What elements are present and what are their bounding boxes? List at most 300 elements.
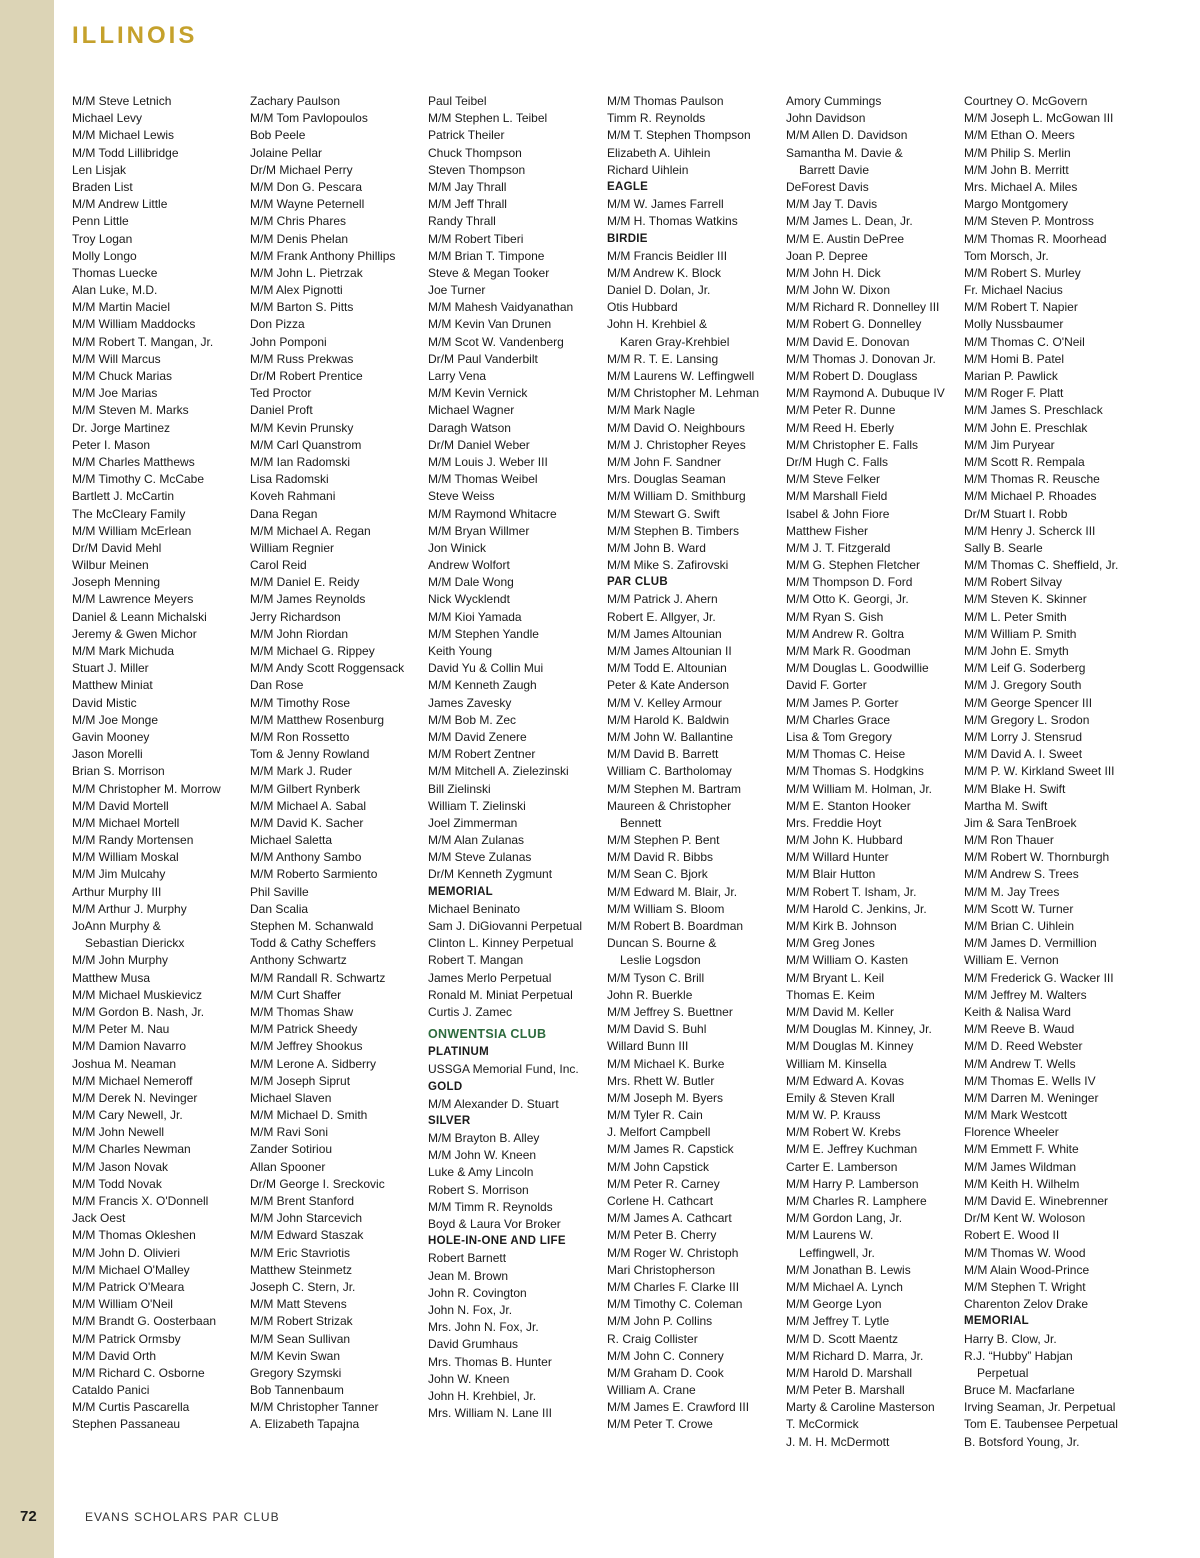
- donor-entry: M/M Andrew Little: [72, 197, 168, 212]
- donor-entry: M/M Bryant L. Keil: [786, 970, 885, 985]
- donor-entry: Duncan S. Bourne &: [607, 936, 717, 951]
- donor-entry: M/M Blair Hutton: [786, 867, 876, 882]
- donor-list: [72, 93, 1192, 1493]
- donor-entry: Bartlett J. McCartin: [72, 489, 175, 504]
- donor-entry: M/M Harold C. Jenkins, Jr.: [786, 901, 927, 916]
- donor-entry: M/M Andrew T. Wells: [964, 1056, 1076, 1071]
- donor-entry: M/M Peter T. Crowe: [607, 1417, 713, 1432]
- donor-entry: M/M Robert B. Boardman: [607, 919, 744, 933]
- donor-entry: Peter I. Mason: [72, 437, 151, 452]
- donor-entry: Braden List: [72, 179, 133, 194]
- donor-entry: Steve Weiss: [428, 489, 495, 504]
- donor-entry: M/M Michael K. Burke: [607, 1056, 725, 1071]
- donor-entry: John N. Fox, Jr.: [428, 1302, 513, 1317]
- donor-entry: M/M Tyler R. Cain: [607, 1108, 703, 1123]
- donor-entry: Michael Wagner: [428, 403, 515, 418]
- donor-entry: M/M Brian T. Timpone: [428, 248, 545, 263]
- donor-entry: M/M Louis J. Weber III: [428, 454, 548, 469]
- donor-entry: M/M Bryan Willmer: [428, 523, 530, 538]
- donor-entry: M/M Timothy C. Coleman: [607, 1297, 743, 1312]
- donor-entry: M/M Graham D. Cook: [607, 1365, 724, 1380]
- donor-entry: M/M Robert G. Donnelley: [786, 317, 922, 332]
- donor-entry: USSGA Memorial Fund, Inc.: [428, 1062, 579, 1077]
- donor-entry: M/M Daniel E. Reidy: [250, 575, 360, 590]
- donor-entry: M/M David A. I. Sweet: [964, 747, 1083, 762]
- donor-entry: M/M John W. Kneen: [428, 1148, 537, 1163]
- donor-entry: Dr/M Kent W. Woloson: [964, 1211, 1086, 1226]
- donor-entry: M/M Thompson D. Ford: [786, 575, 913, 590]
- donor-entry: Matthew Steinmetz: [250, 1262, 353, 1277]
- donor-entry: Lisa & Tom Gregory: [786, 729, 892, 744]
- donor-entry: M/M James P. Gorter: [786, 695, 899, 710]
- donor-entry: Dana Regan: [250, 506, 318, 521]
- donor-entry: M/M John W. Dixon: [786, 283, 891, 298]
- donor-entry: M/M Marshall Field: [786, 489, 888, 504]
- donor-entry: Carter E. Lamberson: [786, 1159, 898, 1174]
- donor-entry: Bill Zielinski: [428, 781, 491, 796]
- donor-entry: M/M Brayton B. Alley: [428, 1131, 540, 1146]
- donor-entry: Molly Nussbaumer: [964, 317, 1064, 332]
- donor-entry: M/M Charles R. Lamphere: [786, 1194, 927, 1208]
- donor-entry: William C. Bartholomay: [607, 764, 732, 779]
- donor-entry: Jean M. Brown: [428, 1268, 509, 1283]
- donor-entry: M/M Jeffrey T. Lytle: [786, 1314, 890, 1329]
- column-4: [607, 93, 785, 1434]
- donor-entry: M/M Thomas Paulson: [607, 94, 724, 108]
- donor-entry: M/M Jay Thrall: [428, 179, 507, 194]
- donor-entry: Alan Luke, M.D.: [72, 283, 158, 298]
- donor-entry: M/M James E. Crawford III: [607, 1400, 750, 1415]
- donor-entry: James Zavesky: [428, 695, 512, 710]
- donor-entry: M/M James Altounian: [607, 626, 722, 641]
- donor-entry: Courtney O. McGovern: [964, 94, 1088, 108]
- donor-entry: Jerry Richardson: [250, 609, 341, 624]
- donor-entry: M/M Matt Stevens: [250, 1297, 347, 1312]
- column-1: [72, 93, 250, 1434]
- donor-entry: M/M Sean Sullivan: [250, 1331, 351, 1346]
- donor-entry: John R. Buerkle: [607, 987, 693, 1002]
- donor-entry: Matthew Fisher: [786, 523, 869, 538]
- donor-entry: M/M Blake H. Swift: [964, 781, 1066, 796]
- donor-entry: John Pomponi: [250, 334, 327, 349]
- donor-entry: M/M Emmett F. White: [964, 1142, 1079, 1157]
- donor-entry: William E. Vernon: [964, 953, 1059, 968]
- page-title: ILLINOIS: [72, 22, 198, 49]
- donor-entry: M/M David E. Winebrenner: [964, 1194, 1109, 1208]
- donor-entry: M/M Sean C. Bjork: [607, 867, 708, 882]
- donor-entry: M/M Douglas M. Kinney, Jr.: [786, 1022, 932, 1037]
- donor-entry: M/M William Moskal: [72, 850, 179, 865]
- donor-entry: M/M Robert Silvay: [964, 575, 1063, 590]
- section-heading: GOLD: [428, 1080, 463, 1093]
- donor-entry: Margo Montgomery: [964, 197, 1069, 212]
- donor-entry: John H. Krehbiel, Jr.: [428, 1388, 537, 1403]
- donor-entry: Penn Little: [72, 214, 129, 229]
- donor-entry: M/M Jeffrey S. Buettner: [607, 1004, 733, 1019]
- section-heading: BIRDIE: [607, 232, 648, 245]
- donor-entry: John W. Kneen: [428, 1371, 510, 1386]
- donor-entry: A. Elizabeth Tapajna: [250, 1417, 360, 1432]
- donor-entry: M/M Gordon Lang, Jr.: [786, 1211, 903, 1226]
- donor-entry: John Davidson: [786, 111, 866, 126]
- donor-entry: Jon Winick: [428, 540, 487, 555]
- donor-entry: Jeremy & Gwen Michor: [72, 626, 197, 641]
- donor-entry: Dr/M Daniel Weber: [428, 437, 530, 452]
- donor-entry: M/M John D. Olivieri: [72, 1245, 181, 1260]
- donor-entry: Marian P. Pawlick: [964, 369, 1058, 383]
- donor-entry: M/M Alexander D. Stuart: [428, 1096, 559, 1111]
- donor-entry: M/M Mitchell A. Zielezinski: [428, 764, 569, 779]
- donor-entry: M/M John F. Sandner: [607, 454, 722, 469]
- donor-entry: M/M James D. Vermillion: [964, 936, 1097, 951]
- donor-entry: Dr/M Hugh C. Falls: [786, 454, 889, 469]
- donor-entry: Keith Young: [428, 644, 493, 658]
- donor-entry: Robert E. Wood II: [964, 1228, 1060, 1243]
- donor-entry: M/M Derek N. Nevinger: [72, 1090, 198, 1105]
- donor-entry: M/M John B. Merritt: [964, 162, 1069, 177]
- donor-entry: M/M Mark Michuda: [72, 644, 175, 658]
- donor-entry: M/M Otto K. Georgi, Jr.: [786, 592, 909, 607]
- donor-entry: M/M Michael Mortell: [72, 815, 180, 830]
- donor-entry: M/M Thomas R. Reusche: [964, 472, 1100, 487]
- donor-entry: M/M Christopher E. Falls: [786, 437, 919, 452]
- donor-entry: Jolaine Pellar: [250, 145, 323, 160]
- donor-entry: M/M Joe Marias: [72, 386, 158, 401]
- column-5: [786, 93, 964, 1451]
- donor-entry: Joshua M. Neaman: [72, 1056, 177, 1071]
- donor-entry: M/M Henry J. Scherck III: [964, 523, 1096, 538]
- donor-entry: James Merlo Perpetual: [428, 970, 552, 985]
- donor-entry: M/M Lorry J. Stensrud: [964, 729, 1083, 744]
- donor-entry: M/M William M. Holman, Jr.: [786, 781, 933, 796]
- donor-entry: Nick Wycklendt: [428, 592, 510, 607]
- donor-entry: M/M Lawrence Meyers: [72, 592, 194, 607]
- donor-entry: M/M E. Stanton Hooker: [786, 798, 911, 813]
- donor-entry: M/M Kenneth Zaugh: [428, 678, 537, 693]
- donor-entry: David Grumhaus: [428, 1337, 519, 1352]
- donor-entry: M/M Thomas W. Wood: [964, 1245, 1086, 1260]
- donor-entry: M/M James A. Cathcart: [607, 1211, 732, 1226]
- donor-entry: M/M Stephen L. Teibel: [428, 111, 548, 126]
- donor-entry: M/M Jim Puryear: [964, 437, 1055, 452]
- donor-entry: M/M Cary Newell, Jr.: [72, 1108, 183, 1123]
- donor-entry: M/M Andrew R. Goltra: [786, 626, 905, 641]
- donor-entry: Amory Cummings: [786, 94, 882, 108]
- donor-entry-continued: Barrett Davie: [799, 162, 870, 177]
- donor-entry: Mrs. Thomas B. Hunter: [428, 1354, 552, 1369]
- donor-entry: M/M Randy Mortensen: [72, 833, 194, 848]
- donor-entry: M/M P. W. Kirkland Sweet III: [964, 764, 1115, 779]
- donor-entry: M/M Brian C. Uihlein: [964, 919, 1075, 933]
- donor-entry: M/M Mark Westcott: [964, 1108, 1068, 1123]
- donor-entry: William M. Kinsella: [786, 1056, 887, 1071]
- donor-entry: M/M Christopher Tanner: [250, 1400, 379, 1415]
- donor-entry: Dr. Jorge Martinez: [72, 420, 171, 435]
- donor-entry: M/M Alain Wood-Prince: [964, 1262, 1090, 1277]
- donor-entry: M/M Stephen P. Bent: [607, 833, 720, 848]
- section-heading: SILVER: [428, 1114, 471, 1127]
- donor-entry: Allan Spooner: [250, 1159, 326, 1174]
- donor-entry: M/M Steven K. Skinner: [964, 592, 1087, 607]
- donor-entry: M/M Edward A. Kovas: [786, 1073, 905, 1088]
- donor-entry: Ronald M. Miniat Perpetual: [428, 987, 573, 1002]
- donor-entry: R. Craig Collister: [607, 1331, 698, 1346]
- donor-entry: Dan Rose: [250, 678, 304, 693]
- donor-entry: Matthew Musa: [72, 970, 151, 985]
- donor-entry: M/M Andy Scott Roggensack: [250, 661, 405, 676]
- donor-entry: M/M James Reynolds: [250, 592, 366, 607]
- donor-entry: Andrew Wolfort: [428, 558, 510, 573]
- donor-entry: M/M Scot W. Vandenberg: [428, 334, 564, 349]
- donor-entry: M/M Darren M. Weninger: [964, 1090, 1099, 1105]
- section-heading: MEMORIAL: [428, 885, 494, 898]
- donor-entry: M/M Randall R. Schwartz: [250, 970, 386, 985]
- donor-entry: Luke & Amy Lincoln: [428, 1165, 534, 1180]
- donor-entry: Dr/M George I. Sreckovic: [250, 1176, 385, 1191]
- donor-entry: M/M Charles Newman: [72, 1142, 191, 1157]
- donor-entry: M/M Christopher M. Morrow: [72, 781, 221, 796]
- donor-entry: M/M Tom Pavlopoulos: [250, 111, 368, 126]
- donor-entry: M/M Michael P. Rhoades: [964, 489, 1097, 504]
- donor-entry: Dr/M Robert Prentice: [250, 369, 363, 383]
- donor-entry: Joseph C. Stern, Jr.: [250, 1279, 356, 1294]
- donor-entry: M/M David R. Bibbs: [607, 850, 714, 865]
- donor-entry: Daniel Proft: [250, 403, 313, 418]
- donor-entry: M/M Harold D. Marshall: [786, 1365, 913, 1380]
- donor-entry: M/M Alan Zulanas: [428, 833, 525, 848]
- donor-entry: Maureen & Christopher: [607, 798, 732, 813]
- section-heading: MEMORIAL: [964, 1315, 1030, 1328]
- donor-entry: M/M James L. Dean, Jr.: [786, 214, 913, 229]
- donor-entry: M/M E. Jeffrey Kuchman: [786, 1142, 918, 1157]
- donor-entry: M/M Steve Zulanas: [428, 850, 532, 865]
- donor-entry: Bob Tannenbaum: [250, 1383, 344, 1398]
- donor-entry: M/M John C. Connery: [607, 1348, 724, 1363]
- donor-entry: M/M D. Scott Maentz: [786, 1331, 899, 1346]
- donor-entry: M/M Joe Monge: [72, 712, 159, 727]
- footer-publication: EVANS SCHOLARS PAR CLUB: [85, 1510, 280, 1524]
- donor-entry: M/M Roger W. Christoph: [607, 1245, 739, 1260]
- donor-entry: M/M Jay T. Davis: [786, 197, 878, 212]
- donor-entry: Dr/M Michael Perry: [250, 162, 353, 177]
- donor-entry: Martha M. Swift: [964, 798, 1048, 813]
- donor-entry: M/M Michael G. Rippey: [250, 644, 375, 658]
- donor-entry: M/M Ryan S. Gish: [786, 609, 884, 624]
- donor-entry: Michael Beninato: [428, 901, 521, 916]
- donor-entry: Mrs. Freddie Hoyt: [786, 815, 882, 830]
- donor-entry: M/M Robert T. Mangan, Jr.: [72, 334, 214, 349]
- donor-entry: M/M Thomas Okleshen: [72, 1228, 196, 1243]
- donor-entry: M/M Reeve B. Waud: [964, 1022, 1075, 1037]
- donor-entry: Matthew Miniat: [72, 678, 153, 693]
- donor-entry: Daniel D. Dolan, Jr.: [607, 283, 711, 298]
- donor-entry: Jason Morelli: [72, 747, 143, 762]
- donor-entry: M/M John H. Dick: [786, 265, 881, 280]
- donor-entry: M/M Raymond Whitacre: [428, 506, 557, 521]
- donor-entry: M/M Mark Nagle: [607, 403, 696, 418]
- donor-entry: M/M Joseph L. McGowan III: [964, 111, 1114, 126]
- donor-entry: William Regnier: [250, 540, 335, 555]
- donor-entry: M/M Patrick J. Ahern: [607, 592, 718, 607]
- donor-entry: M/M Jeff Thrall: [428, 197, 507, 212]
- donor-entry: M/M James S. Preschlack: [964, 403, 1103, 418]
- donor-entry: M/M Mike S. Zafirovski: [607, 558, 729, 573]
- donor-entry: M/M Richard R. Donnelley III: [786, 300, 940, 315]
- donor-entry: Keith & Nalisa Ward: [964, 1004, 1071, 1019]
- donor-entry: M/M Thomas E. Wells IV: [964, 1073, 1096, 1088]
- donor-entry: M/M W. James Farrell: [607, 197, 724, 212]
- donor-entry: Mrs. Michael A. Miles: [964, 179, 1078, 194]
- donor-entry: M/M James R. Capstick: [607, 1142, 734, 1157]
- donor-entry: Dr/M Kenneth Zygmunt: [428, 867, 553, 882]
- page-number: 72: [20, 1508, 37, 1525]
- donor-entry: M/M L. Peter Smith: [964, 609, 1067, 624]
- donor-entry: M/M R. T. E. Lansing: [607, 351, 719, 366]
- donor-entry: M/M John P. Collins: [607, 1314, 713, 1329]
- donor-entry: M/M Charles F. Clarke III: [607, 1279, 740, 1294]
- donor-entry: M/M Richard C. Osborne: [72, 1365, 205, 1380]
- donor-entry: M/M John W. Ballantine: [607, 729, 734, 744]
- donor-entry: M/M Michael A. Lynch: [786, 1279, 903, 1294]
- donor-entry: Tom E. Taubensee Perpetual: [964, 1417, 1118, 1432]
- donor-entry: M/M Keith H. Wilhelm: [964, 1176, 1080, 1191]
- donor-entry: M/M Timm R. Reynolds: [428, 1199, 553, 1214]
- donor-entry: Peter & Kate Anderson: [607, 678, 730, 693]
- donor-entry: M/M Thomas Weibel: [428, 472, 538, 487]
- donor-entry: Mrs. John N. Fox, Jr.: [428, 1320, 539, 1335]
- donor-entry: M/M Greg Jones: [786, 936, 875, 951]
- donor-entry: M/M Michael D. Smith: [250, 1108, 368, 1123]
- donor-entry: M/M H. Thomas Watkins: [607, 214, 738, 229]
- section-heading: HOLE-IN-ONE AND LIFE: [428, 1235, 566, 1248]
- donor-entry: M/M Kevin Prunsky: [250, 420, 354, 435]
- donor-entry: J. Melfort Campbell: [607, 1125, 711, 1140]
- donor-entry: M/M Timothy Rose: [250, 695, 351, 710]
- donor-entry: M/M David S. Buhl: [607, 1022, 707, 1037]
- column-6: [964, 93, 1142, 1451]
- donor-entry: M/M John Newell: [72, 1125, 165, 1140]
- donor-entry: Joseph Menning: [72, 575, 161, 590]
- donor-entry: M/M Kirk B. Johnson: [786, 919, 897, 933]
- donor-entry: M/M Robert S. Murley: [964, 265, 1081, 280]
- donor-entry: M/M Anthony Sambo: [250, 850, 362, 865]
- donor-entry-continued: Karen Gray-Krehbiel: [620, 334, 730, 349]
- donor-entry: M/M Philip S. Merlin: [964, 145, 1071, 160]
- column-3: [428, 93, 606, 1422]
- donor-entry: M/M E. Austin DePree: [786, 231, 905, 246]
- donor-entry: M/M Brandt G. Oosterbaan: [72, 1314, 217, 1329]
- donor-entry: M/M Stephen Yandle: [428, 626, 539, 641]
- donor-entry: M/M George Spencer III: [964, 695, 1093, 710]
- donor-entry: M/M Thomas Shaw: [250, 1004, 354, 1019]
- donor-entry: M/M William O'Neil: [72, 1297, 173, 1312]
- donor-entry: M/M Gregory L. Srodon: [964, 712, 1090, 727]
- donor-entry: M/M Bob M. Zec: [428, 712, 517, 727]
- donor-entry: M/M David Zenere: [428, 729, 527, 744]
- donor-entry: M/M M. Jay Trees: [964, 884, 1060, 899]
- donor-entry: M/M Scott R. Rempala: [964, 454, 1085, 469]
- donor-entry: William T. Zielinski: [428, 798, 526, 813]
- donor-entry: Gavin Mooney: [72, 729, 150, 744]
- donor-entry: M/M Kevin Van Drunen: [428, 317, 552, 332]
- donor-entry-continued: Leslie Logsdon: [620, 953, 701, 968]
- donor-entry: M/M Gordon B. Nash, Jr.: [72, 1004, 205, 1019]
- donor-entry: M/M William Maddocks: [72, 317, 196, 332]
- donor-entry: Dr/M Stuart I. Robb: [964, 506, 1068, 521]
- donor-entry: Sally B. Searle: [964, 540, 1043, 555]
- donor-entry: M/M Ethan O. Meers: [964, 128, 1075, 143]
- donor-entry: M/M Mahesh Vaidyanathan: [428, 300, 574, 315]
- section-heading: EAGLE: [607, 180, 649, 193]
- donor-entry: Robert Barnett: [428, 1251, 507, 1266]
- donor-entry: M/M Stephen B. Timbers: [607, 523, 740, 538]
- donor-entry: M/M Wayne Peternell: [250, 197, 365, 212]
- donor-entry: Troy Logan: [72, 231, 133, 246]
- donor-entry: M/M Kevin Swan: [250, 1348, 341, 1363]
- donor-entry: M/M W. P. Krauss: [786, 1108, 881, 1123]
- donor-entry: M/M Kioi Yamada: [428, 609, 522, 624]
- donor-entry: Samantha M. Davie &: [786, 145, 903, 160]
- donor-entry: M/M Laurens W.: [786, 1228, 874, 1243]
- donor-entry: M/M George Lyon: [786, 1297, 882, 1312]
- donor-entry: M/M Timothy C. McCabe: [72, 472, 205, 487]
- donor-entry: John R. Covington: [428, 1285, 527, 1300]
- donor-entry: Robert E. Allgyer, Jr.: [607, 609, 716, 624]
- donor-entry: Otis Hubbard: [607, 300, 678, 315]
- donor-entry: M/M Thomas J. Donovan Jr.: [786, 351, 936, 366]
- donor-entry: Charenton Zelov Drake: [964, 1297, 1089, 1312]
- donor-entry: DeForest Davis: [786, 179, 869, 194]
- donor-entry: M/M John Murphy: [72, 953, 169, 968]
- donor-entry: M/M Michael Muskievicz: [72, 987, 203, 1002]
- donor-entry: M/M Curtis Pascarella: [72, 1400, 190, 1415]
- donor-entry: M/M Robert W. Krebs: [786, 1125, 901, 1140]
- donor-entry: B. Botsford Young, Jr.: [964, 1434, 1080, 1449]
- donor-entry: Timm R. Reynolds: [607, 111, 706, 126]
- donor-entry: M/M Peter B. Marshall: [786, 1383, 905, 1398]
- donor-entry: Florence Wheeler: [964, 1125, 1059, 1140]
- donor-entry: M/M Harold K. Baldwin: [607, 712, 730, 727]
- donor-entry: Michael Slaven: [250, 1090, 332, 1105]
- donor-entry: Tom Morsch, Jr.: [964, 248, 1049, 263]
- donor-entry: M/M Robert W. Thornburgh: [964, 850, 1110, 865]
- donor-entry: Daragh Watson: [428, 420, 511, 435]
- donor-entry: M/M Todd E. Altounian: [607, 661, 727, 676]
- donor-entry: M/M Dale Wong: [428, 575, 514, 590]
- donor-entry: Larry Vena: [428, 369, 487, 383]
- donor-entry: M/M Peter R. Dunne: [786, 403, 896, 418]
- donor-entry: R.J. “Hubby” Habjan: [964, 1348, 1073, 1363]
- donor-entry-continued: Bennett: [620, 815, 662, 830]
- donor-entry: Tom & Jenny Rowland: [250, 747, 370, 762]
- donor-entry: M/M Jonathan B. Lewis: [786, 1262, 911, 1277]
- donor-entry: M/M Ravi Soni: [250, 1125, 329, 1140]
- donor-entry: Harry B. Clow, Jr.: [964, 1331, 1057, 1346]
- donor-entry: M/M Arthur J. Murphy: [72, 901, 187, 916]
- section-heading: PAR CLUB: [607, 576, 668, 589]
- donor-entry: Richard Uihlein: [607, 162, 689, 177]
- donor-entry: M/M William O. Kasten: [786, 953, 909, 968]
- donor-entry: M/M Leif G. Soderberg: [964, 661, 1086, 676]
- donor-entry: M/M Joseph Siprut: [250, 1073, 351, 1088]
- donor-entry: M/M Martin Maciel: [72, 300, 171, 315]
- donor-entry: M/M Gilbert Rynberk: [250, 781, 361, 796]
- donor-entry: M/M David Mortell: [72, 798, 169, 813]
- donor-entry: M/M Ron Rossetto: [250, 729, 350, 744]
- donor-entry: J. M. H. McDermott: [786, 1434, 890, 1449]
- donor-entry: Ted Proctor: [250, 386, 312, 401]
- donor-entry: Jim & Sara TenBroek: [964, 815, 1077, 830]
